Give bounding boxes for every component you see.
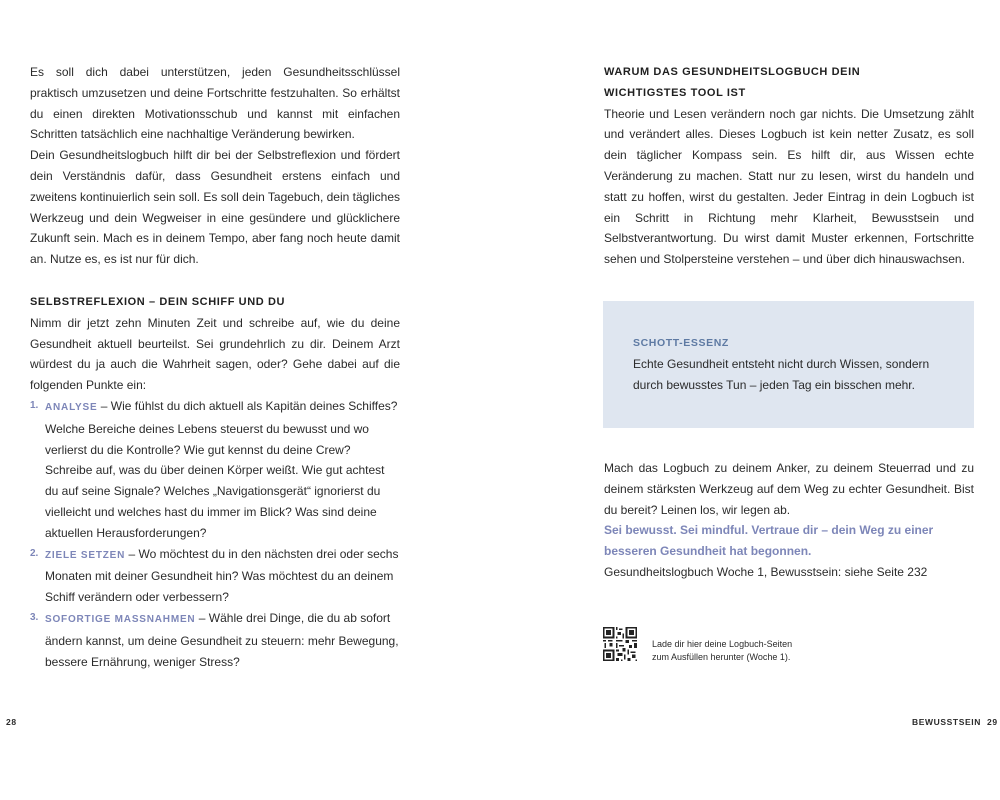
list-item	[30, 396, 400, 544]
step-title: ANALYSE	[45, 401, 98, 413]
step-title: SOFORTIGE MASSNAHMEN	[45, 613, 196, 625]
left-text-column	[30, 62, 400, 672]
closing-block	[604, 458, 974, 583]
running-head: BEWUSSTSEIN	[912, 717, 981, 727]
step-text: – Wo möchtest du in den nächsten drei oder sechs Monaten mit deiner Gesundheit hin? Was möchtest du an deinem Schiff verändern oder verbessern?	[45, 546, 399, 605]
qr-caption-line-1: Lade dir hier deine Logbuch-Seiten	[652, 639, 793, 649]
intro-paragraph-2: Dein Gesundheitslogbuch hilft dir bei der Selbstreflexion und fördert dein Verständnis dafür, dass Gesundheit erstens einfach und zweitens kontinuierlich sein soll. Es soll dein Tagebuch, dein tägliches Werkzeug und dein Wegweiser in eine gesündere und glücklichere Zukunft sein. Mach es in deinem Tempo, aber fang noch heute damit an. Nutze es, es ist nur für dich.	[30, 148, 400, 267]
right-heading-line-1: WARUM DAS GESUNDHEITSLOGBUCH DEIN	[604, 66, 861, 78]
step-text: – Wähle drei Dinge, die du ab sofort ändern kannst, um deine Gesundheit zu steuern: mehr Bewegung, bessere Ernährung, weniger Stress?	[45, 610, 399, 669]
page-number-right: 29	[987, 717, 998, 727]
section-heading: SELBSTREFLEXION – DEIN SCHIFF UND DU	[30, 295, 286, 308]
closing-text: Mach das Logbuch zu deinem Anker, zu deinem Steuerrad und zu deinem stärksten Werkzeug auf dem Weg zu echter Gesundheit. Bist du bereit? Leinen los, wir legen ab.	[604, 461, 974, 517]
step-text: – Wie fühlst du dich aktuell als Kapitän deines Schiffes? Welche Bereiche deines Lebens steuerst du bewusst und wo verlierst du die Kontrolle? Wie gut kennst du deine Crew? Schreibe auf, was du über deinen Körper weißt. Wie gut achtest du auf seine Signale? Welches „Navigationsgerät“ ignorierst du vielleicht und welches hast du immer im Blick? Was sind deine aktuellen Herausforderungen?	[45, 398, 398, 540]
right-body: Theorie und Lesen verändern noch gar nichts. Die Umsetzung zählt und verändert alles. Dieses Logbuch ist kein netter Zusatz, es soll dein täglicher Kompass sein. Es hilft dir, aus Wissen echte Veränderung zu machen. Statt nur zu lesen, wirst du handeln und statt zu hoffen, wirst du gestalten. Jeder Eintrag in dein Logbuch ist ein Schritt in Richtung mehr Klarheit, Bewusstsein und Selbstverantwortung. Du wirst damit Muster erkennen, Fortschritte sehen und Stolpersteine verstehen – und über dich hinauswachsen.	[604, 106, 974, 267]
page-number-left: 28	[6, 717, 17, 727]
qr-code-icon[interactable]	[603, 627, 637, 661]
right-text-column	[604, 62, 974, 270]
step-number: 1.	[30, 399, 39, 411]
qr-caption-line-2: zum Ausfüllen herunter (Woche 1).	[652, 651, 791, 662]
list-item	[30, 544, 400, 608]
section-intro: Nimm dir jetzt zehn Minuten Zeit und schreibe auf, wie du deine Gesundheit aktuell beurteilst. Sei grundehrlich zu dir. Deinem Arzt würdest du ja auch die Wahrheit sagen, oder? Gehe dabei auf die folgenden Punkte ein:	[30, 315, 400, 393]
step-number: 3.	[30, 611, 39, 623]
right-heading-line-2: WICHTIGSTES TOOL IST	[604, 86, 746, 99]
closing-accent: Sei bewusst. Sei mindful. Vertraue dir – dein Weg zu einer besseren Gesundheit hat begonnen.	[604, 523, 934, 559]
essence-title: SCHOTT-ESSENZ	[633, 337, 729, 349]
list-item	[30, 608, 400, 672]
intro-paragraph-1: Es soll dich dabei unterstützen, jeden Gesundheitsschlüssel praktisch umzusetzen und deine Fortschritte festzuhalten. So erhältst du einen direkten Motivationsschub und kannst mit einfachen Schritten tatsächlich eine nachhaltige Veränderung bewirken.	[30, 65, 400, 142]
step-title: ZIELE SETZEN	[45, 549, 126, 561]
steps-list	[30, 396, 400, 672]
essence-line-1: Echte Gesundheit entsteht nicht durch Wissen, sondern	[633, 356, 930, 371]
essence-line-2: durch bewusstes Tun – jeden Tag ein bisschen mehr.	[633, 377, 915, 392]
essence-box	[603, 301, 974, 428]
right-page	[500, 0, 1000, 800]
reference-text: Gesundheitslogbuch Woche 1, Bewusstsein: siehe Seite 232	[604, 564, 928, 579]
qr-caption	[652, 638, 792, 663]
step-number: 2.	[30, 547, 39, 559]
